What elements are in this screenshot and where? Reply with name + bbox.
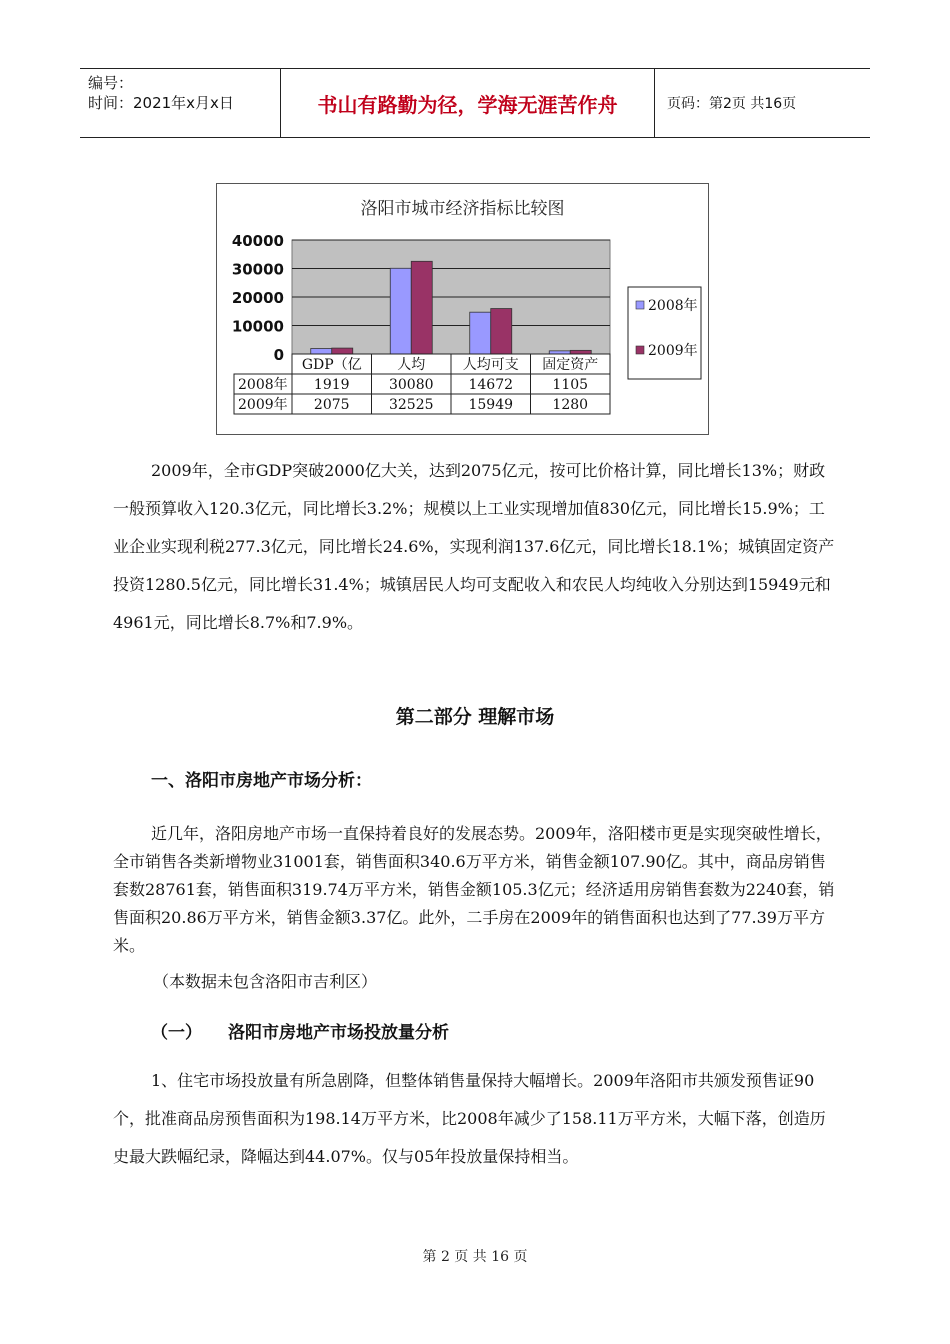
paragraph-economy: 2009年，全市GDP突破2000亿大关，达到2075亿元，按可比价格计算，同比增长13%；财政一般预算收入120.3亿元，同比增长3.2%；规模以上工业实现增加值830亿元，同比增长15.9%；工业企业实现利税277.3亿元，同比增长24.6%，实现利润137.6亿元，同比增长18.1%；城镇固定资产投资1280.5亿元，同比增长31.4%；城镇居民人均可支配收入和农民人均纯收入分别达到15949元和4961元，同比增长8.7%和7.9%。 bbox=[113, 461, 835, 632]
paragraph-market: 近几年，洛阳房地产市场一直保持着良好的发展态势。2009年，洛阳楼市更是实现突破性增长，全市销售各类新增物业31001套，销售面积340.6万平方米，销售金额107.90亿。其中，商品房销售套数28761套，销售面积319.74万平方米，销售金额105.3亿元；经济适用房销售套数为2240套，销售面积20.86万平方米，销售金额3.37亿。此外，二手房在2009年的销售面积也达到了77.39万平方米。 bbox=[113, 824, 835, 955]
bar bbox=[411, 261, 432, 354]
economic-indicator-chart bbox=[216, 183, 709, 435]
table-series-label: 2008年 bbox=[238, 377, 288, 393]
document-header bbox=[80, 68, 870, 138]
subsection-title: 洛阳市房地产市场投放量分析 bbox=[228, 1023, 449, 1043]
category-label: 固定资产 bbox=[542, 357, 599, 373]
bar bbox=[390, 268, 411, 354]
data-value-label: 1919 bbox=[313, 377, 350, 393]
number-label: 编号： bbox=[88, 74, 134, 92]
legend-swatch bbox=[636, 301, 644, 309]
y-tick-label: 40000 bbox=[231, 232, 284, 250]
subsection-heading bbox=[151, 1018, 449, 1043]
y-tick-label: 10000 bbox=[231, 317, 284, 336]
data-value-label: 1105 bbox=[552, 377, 589, 393]
table-series-label: 2009年 bbox=[238, 397, 288, 413]
data-note: （本数据未包含洛阳市吉利区） bbox=[153, 972, 378, 991]
data-value-label: 30080 bbox=[388, 377, 434, 393]
bar bbox=[570, 350, 591, 354]
legend-label: 2009年 bbox=[648, 343, 698, 359]
header-meta bbox=[80, 69, 281, 137]
header-motto: 书山有路勤为径，学海无涯苦作舟 bbox=[281, 69, 655, 137]
data-value-label: 14672 bbox=[468, 377, 514, 393]
category-label: 人均 bbox=[397, 357, 426, 373]
legend-swatch bbox=[636, 346, 644, 354]
y-tick-label: 0 bbox=[273, 346, 284, 364]
bar bbox=[491, 309, 512, 354]
data-value-label: 2075 bbox=[313, 397, 350, 413]
subsection-number: （一） bbox=[151, 1023, 202, 1043]
chart-svg bbox=[217, 184, 710, 436]
data-value-label: 1280 bbox=[552, 397, 589, 413]
header-page-label: 页码：第2页 共16页 bbox=[667, 96, 797, 112]
section-heading: 一、洛阳市房地产市场分析： bbox=[151, 771, 372, 791]
paragraph-supply: 1、住宅市场投放量有所急剧降，但整体销售量保持大幅增长。2009年洛阳市共颁发预售证90个，批准商品房预售面积为198.14万平方米，比2008年减少了158.11万平方米，大幅下落，创造历史最大跌幅纪录，降幅达到44.07%。仅与05年投放量保持相当。 bbox=[113, 1071, 826, 1166]
category-label: GDP（亿 bbox=[301, 357, 362, 373]
bar bbox=[470, 312, 491, 354]
y-tick-label: 20000 bbox=[231, 289, 284, 307]
page-footer: 第 2 页 共 16 页 bbox=[422, 1249, 528, 1265]
bar bbox=[332, 348, 353, 354]
data-value-label: 32525 bbox=[388, 397, 434, 413]
part-heading: 第二部分 理解市场 bbox=[395, 706, 555, 728]
y-tick-label: 30000 bbox=[231, 260, 284, 279]
data-value-label: 15949 bbox=[468, 397, 514, 413]
bar bbox=[311, 349, 332, 354]
chart-title: 洛阳市城市经济指标比较图 bbox=[360, 199, 565, 219]
date-label: 时间：2021年x月x日 bbox=[88, 94, 234, 112]
legend-label: 2008年 bbox=[648, 298, 698, 314]
category-label: 人均可支 bbox=[462, 357, 519, 373]
